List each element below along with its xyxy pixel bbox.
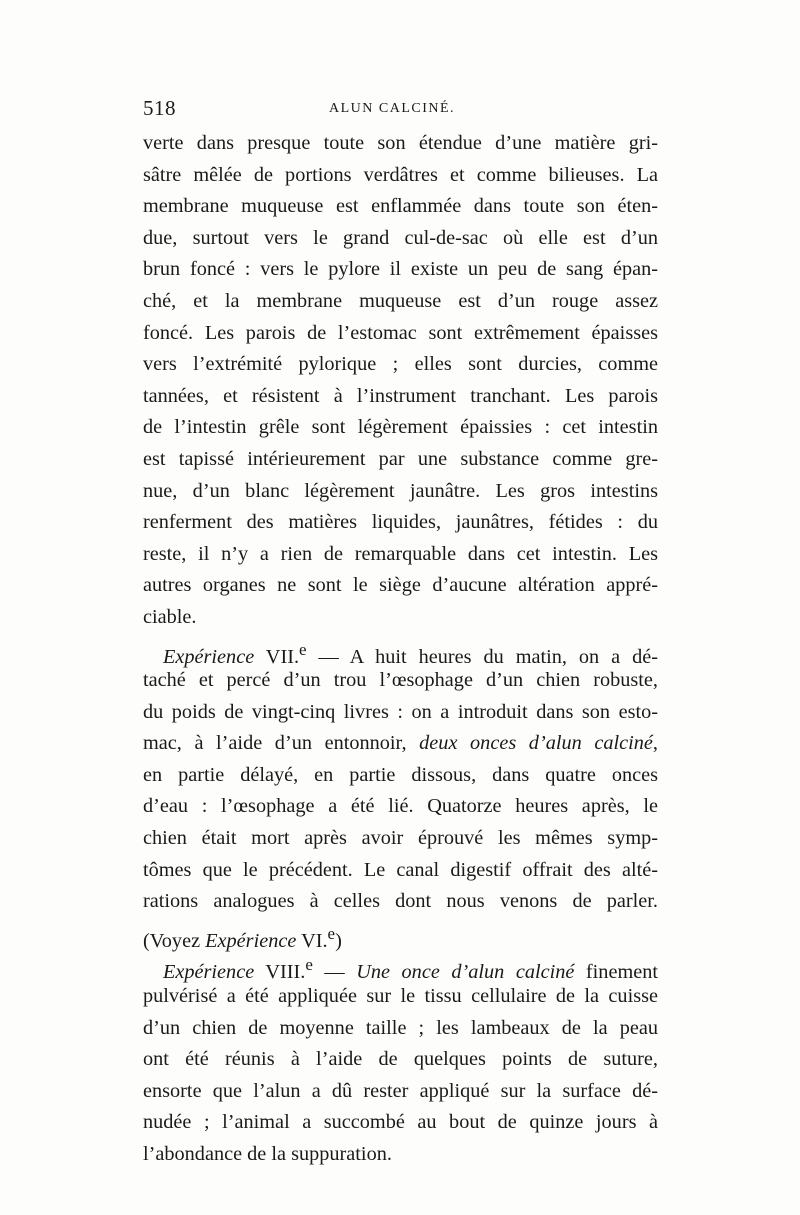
text-line: brun foncé : vers le pylore il existe un peu de sang épan- xyxy=(143,258,658,281)
experiment-number: VII. xyxy=(254,645,300,668)
text-line: vers l’extrémité pylorique ; elles sont durcies, comme xyxy=(143,353,658,376)
text-line: renferment des matières liquides, jaunâtres, fétides : du xyxy=(143,511,658,534)
dose-italic: deux onces d’alun calciné xyxy=(419,732,653,755)
experiment-number: VIII. xyxy=(254,961,306,984)
ordinal-sup: e xyxy=(305,955,313,975)
text-line: tannées, et résistent à l’instrument tranchant. Les parois xyxy=(143,384,658,407)
text-line: foncé. Les parois de l’estomac sont extrêmement épaisses xyxy=(143,321,658,344)
page-number: 518 xyxy=(143,96,176,120)
text-line: d’un chien de moyenne taille ; les lambeaux de la peau xyxy=(143,1016,658,1039)
text-line: ont été réunis à l’aide de quelques points de suture, xyxy=(143,1048,658,1071)
text-line: d’eau : l’œsophage a été lié. Quatorze heures après, le xyxy=(143,795,658,818)
text-line: est tapissé intérieurement par une substance comme gre- xyxy=(143,447,658,470)
text-line: ensorte que l’alun a dû rester appliqué sur la surface dé- xyxy=(143,1079,658,1102)
text-line: ché, et la membrane muqueuse est d’un rouge assez xyxy=(143,289,658,312)
running-head: ALUN CALCINÉ. xyxy=(329,101,456,116)
text-line: nudée ; l’animal a succombé au bout de quinze jours à xyxy=(143,1111,658,1134)
text-line: en partie délayé, en partie dissous, dans quatre onces xyxy=(143,763,658,786)
text-line: membrane muqueuse est enflammée dans toute son éten- xyxy=(143,195,658,218)
text-line: nue, d’un blanc légèrement jaunâtre. Les gros intestins xyxy=(143,479,658,502)
experiment-7-line-4: mac, à l’aide d’un entonnoir, deux onces d’alun calciné, xyxy=(143,732,658,755)
text-line: chien était mort après avoir éprouvé les mêmes symp- xyxy=(143,827,658,850)
text-line: de l’intestin grêle sont légèrement épaissies : cet intestin xyxy=(143,416,658,439)
experiment-8-line-1: Expérience VIII.$^e$ — Une once d’alun calciné finement xyxy=(163,955,659,984)
text-line: reste, il n’y a rien de remarquable dans cet intestin. Les xyxy=(143,542,658,565)
text-line: l’abondance de la suppuration. xyxy=(143,1143,392,1165)
experiment-label: Expérience xyxy=(163,961,255,984)
reference-italic: Expérience xyxy=(205,929,297,952)
text-line: verte dans presque toute son étendue d’une matière gri- xyxy=(143,132,658,154)
text-line: pulvérisé a été appliquée sur le tissu cellulaire de la cuisse xyxy=(143,985,658,1008)
dose-italic: Une once d’alun calciné xyxy=(356,961,575,984)
page-header xyxy=(143,96,663,120)
text-line: ciable. xyxy=(143,605,197,628)
text-line: autres organes ne sont le siège d’aucune altération appré- xyxy=(143,574,658,597)
text-line: tômes que le précédent. Le canal digestif offrait des alté- xyxy=(143,858,658,881)
text-line: sâtre mêlée de portions verdâtres et comme bilieuses. La xyxy=(143,163,658,186)
text-line: due, surtout vers le grand cul-de-sac où elle est d’un xyxy=(143,226,658,249)
ordinal-sup: e xyxy=(299,639,307,659)
experiment-7-reference: (Voyez Expérience VI.$^e$) xyxy=(143,923,342,952)
text-line: taché et percé d’un trou l’œsophage d’un chien robuste, xyxy=(143,669,658,692)
ordinal-sup: e xyxy=(327,923,336,943)
text-line: rations analogues à celles dont nous venons de parler. xyxy=(143,890,658,913)
body-text xyxy=(143,128,658,1171)
experiment-label: Expérience xyxy=(163,645,255,668)
text-line: du poids de vingt-cinq livres : on a introduit dans son esto- xyxy=(143,700,658,723)
experiment-7-line-1: Expérience VII.$^e$ — A huit heures du matin, on a dé- xyxy=(163,639,658,668)
